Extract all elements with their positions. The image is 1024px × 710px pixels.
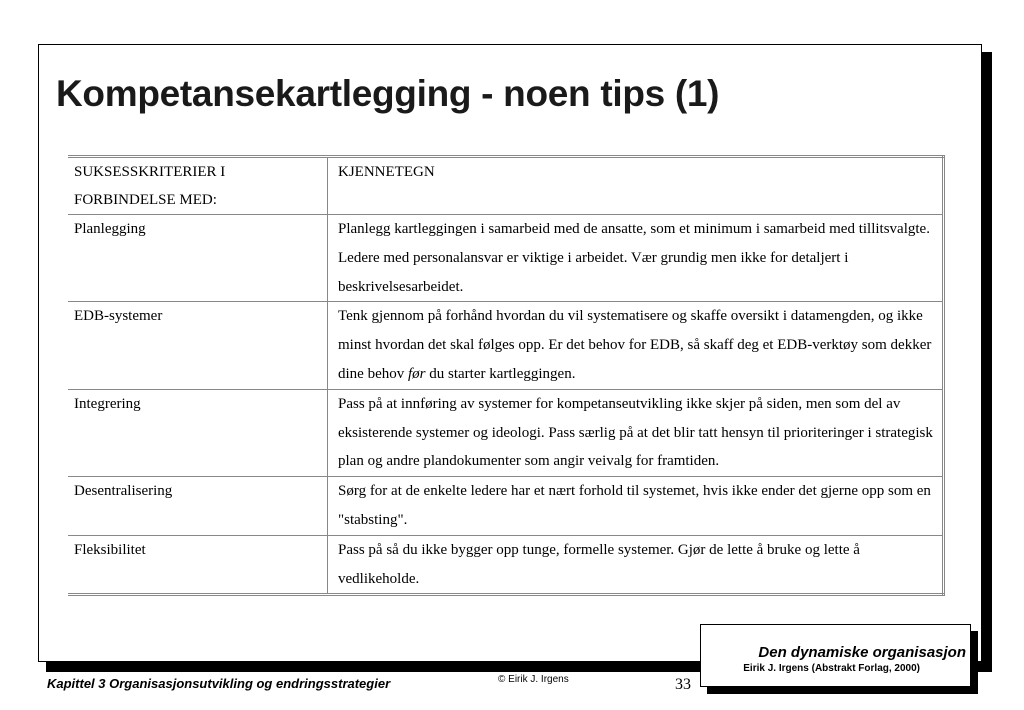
table-header-row [68, 157, 944, 215]
tips-table [68, 155, 945, 596]
book-reference-box [700, 624, 971, 687]
book-subtitle: Eirik J. Irgens (Abstrakt Forlag, 2000) [743, 663, 920, 674]
table-row [68, 535, 944, 595]
page-number: 33 [675, 676, 691, 693]
slide [38, 44, 982, 662]
row-description: Planlegg kartleggingen i samarbeid med de ansatte, som et minimum i samarbeid med tillitsvalgte. Ledere med personalansvar er viktige i arbeidet. Vær grundig men ikke for detaljert i beskrivelsesarbeidet. [328, 215, 944, 302]
description-text-before: Tenk gjennom på forhånd hvordan du vil systematisere og skaffe oversikt i datamengden, og ikke minst hvordan det skal følges opp. Er det behov for EDB, så skaff deg et EDB-verktøy som dekker dine behov [338, 308, 932, 382]
row-criterion: Planlegging [68, 215, 328, 302]
table-row [68, 389, 944, 476]
row-description [328, 302, 944, 389]
row-criterion: Desentralisering [68, 477, 328, 536]
table-row [68, 477, 944, 536]
footer-copyright: © Eirik J. Irgens [498, 674, 569, 685]
table-row [68, 215, 944, 302]
row-criterion: Fleksibilitet [68, 535, 328, 595]
row-description: Sørg for at de enkelte ledere har et nært forhold til systemet, hvis ikke ender det gjerne opp som en "stabsting". [328, 477, 944, 536]
description-emphasis: før [407, 365, 426, 382]
header-characteristics: KJENNETEGN [328, 157, 944, 215]
book-title: Den dynamiske organisasjon [758, 644, 966, 661]
footer-chapter: Kapittel 3 Organisasjonsutvikling og endringsstrategier [47, 676, 391, 691]
table-row [68, 302, 944, 389]
slide-title: Kompetansekartlegging - noen tips (1) [56, 73, 720, 114]
description-text-after: du starter kartleggingen. [425, 365, 576, 382]
row-description: Pass på så du ikke bygger opp tunge, formelle systemer. Gjør de lette å bruke og lette å vedlikeholde. [338, 541, 860, 587]
header-criteria: SUKSESSKRITERIER I FORBINDELSE MED: [68, 157, 328, 215]
row-description: Pass på at innføring av systemer for kompetanseutvikling ikke skjer på siden, men som del av eksisterende systemer og ideologi. Pass særlig på at det blir tatt hensyn til prioriteringer i strategisk plan og andre plandokumenter som angir veivalg for framtiden. [328, 389, 944, 476]
row-criterion: Integrering [68, 389, 328, 476]
row-criterion: EDB-systemer [68, 302, 328, 389]
